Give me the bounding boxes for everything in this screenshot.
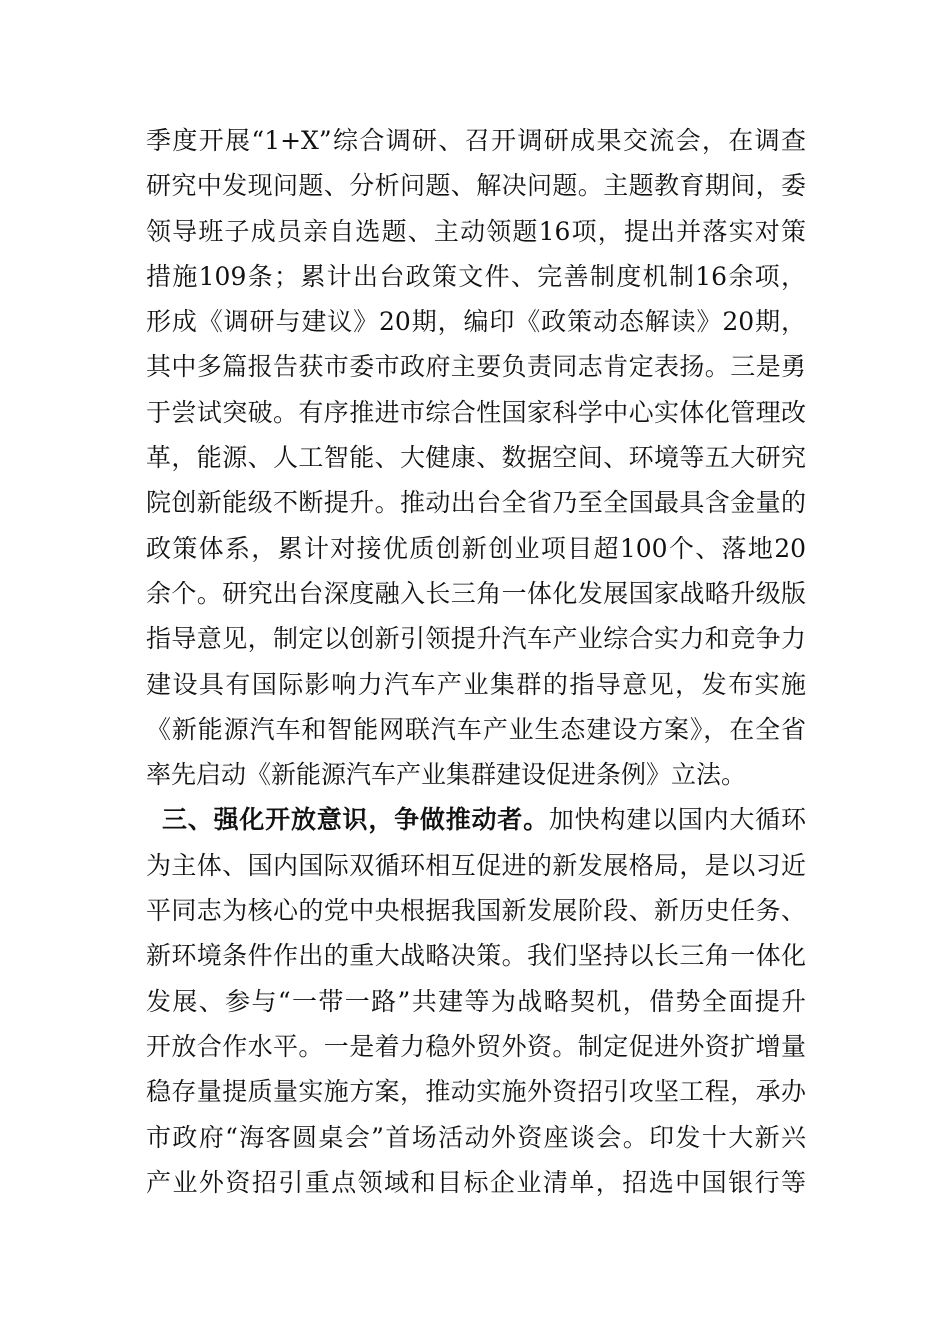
text-line: 于尝试突破。有序推进市综合性国家科学中心实体化管理改: [146, 397, 806, 427]
text-line: 市政府“海客圆桌会”首场活动外资座谈会。印发十大新兴: [146, 1122, 806, 1152]
text-line: 其中多篇报告获市委市政府主要负责同志肯定表扬。三是勇: [146, 352, 806, 382]
text-line: 为主体、国内国际双循环相互促进的新发展格局，是以习近: [146, 850, 806, 880]
text-line: 产业外资招引重点领域和目标企业清单，招选中国银行等: [146, 1167, 806, 1197]
document-body: [146, 118, 806, 1205]
text-line: 新环境条件作出的重大战略决策。我们坚持以长三角一体化: [146, 941, 806, 971]
text-line: 稳存量提质量实施方案，推动实施外资招引攻坚工程，承办: [146, 1077, 806, 1107]
text-line: 季度开展“1+X”综合调研、召开调研成果交流会，在调查: [146, 126, 806, 155]
text-line: 形成《调研与建议》20期，编印《政策动态解读》20期，: [146, 307, 806, 337]
text-line: 发展、参与“一带一路”共建等为战略契机，借势全面提升: [146, 986, 806, 1016]
text-line: 建设具有国际影响力汽车产业集群的指导意见，发布实施: [146, 669, 806, 699]
text-line: 措施109条；累计出台政策文件、完善制度机制16余项，: [146, 261, 806, 291]
text-line: 院创新能级不断提升。推动出台全省乃至全国最具含金量的: [146, 488, 806, 518]
text-line: 研究中发现问题、分析问题、解决问题。主题教育期间，委: [146, 171, 806, 201]
heading-line-rest: 加快构建以国内大循环: [548, 805, 806, 835]
text-line: 政策体系，累计对接优质创新创业项目超100个、落地20: [146, 533, 806, 563]
text-line: 余个。研究出台深度融入长三角一体化发展国家战略升级版: [146, 578, 806, 608]
section-heading-line: [146, 797, 806, 842]
text-line: 开放合作水平。一是着力稳外贸外资。制定促进外资扩增量: [146, 1031, 806, 1061]
text-line: 革，能源、人工智能、大健康、数据空间、环境等五大研究: [146, 443, 806, 473]
text-line: 指导意见，制定以创新引领提升汽车产业综合实力和竞争力: [146, 624, 806, 654]
text-line: 领导班子成员亲自选题、主动领题16项，提出并落实对策: [146, 216, 806, 246]
text-line: 《新能源汽车和智能网联汽车产业生态建设方案》，在全省: [146, 714, 806, 744]
text-line: 平同志为核心的党中央根据我国新发展阶段、新历史任务、: [146, 896, 806, 926]
section-heading: 三、强化开放意识，争做推动者。: [162, 805, 549, 835]
text-line: 率先启动《新能源汽车产业集群建设促进条例》立法。: [146, 760, 747, 790]
